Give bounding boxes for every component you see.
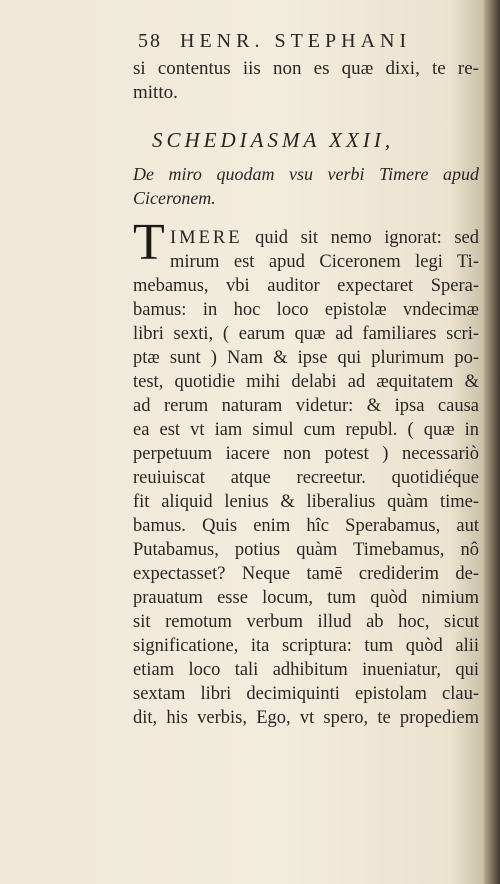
- body-line: significatione, ita scriptura: tum quòd alii: [133, 636, 479, 656]
- page-number: 58: [138, 30, 162, 52]
- body-line: sextam libri decimiquinti epistolam clau-: [133, 684, 479, 704]
- body-line: mirum est apud Ciceronem legi Ti-: [170, 252, 479, 272]
- first-word-small-caps: IMERE: [170, 228, 243, 248]
- body-line: bamus: in hoc loco epistolæ vndecimæ: [133, 300, 479, 320]
- section-heading: SCHEDIASMA XXII,: [152, 128, 395, 152]
- body-line: expectasset? Neque tamē crediderim de-: [133, 564, 479, 584]
- body-line-text: quid sit nemo ignorat: sed: [255, 228, 479, 248]
- section-subtitle-line: Ciceronem.: [133, 188, 216, 208]
- page-edge: [484, 0, 500, 884]
- body-line-first: [170, 226, 479, 250]
- body-line: test, quotidie mihi delabi ad æquitatem &: [133, 372, 479, 392]
- intro-line: mitto.: [133, 82, 178, 103]
- body-line: ptæ sunt ) Nam & ipse qui plurimum po-: [133, 348, 479, 368]
- body-line: libri sexti, ( earum quæ ad familiares scri-: [133, 324, 479, 344]
- intro-line: si contentus iis non es quæ dixi, te re-: [133, 58, 479, 79]
- section-subtitle-line: De miro quodam vsu verbi Timere apud: [133, 164, 479, 184]
- body-line: bamus. Quis enim hîc Sperabamus, aut: [133, 516, 479, 536]
- body-line: sit remotum verbum illud ab hoc, sicut: [133, 612, 479, 632]
- drop-capital: T: [133, 214, 165, 271]
- running-title: HENR. STEPHANI: [180, 30, 412, 52]
- body-line: perpetuum iacere non potest ) necessariò: [133, 444, 479, 464]
- running-header: [138, 30, 458, 53]
- body-line: reuiuiscat atque recreetur. quotidiéque: [133, 468, 479, 488]
- body-line: ea est vt iam simul cum republ. ( quæ in: [133, 420, 479, 440]
- body-line: ad rerum naturam videtur: & ipsa causa: [133, 396, 479, 416]
- body-line: mebamus, vbi auditor expectaret Spera-: [133, 276, 479, 296]
- body-line: prauatum esse locum, tum quòd nimium: [133, 588, 479, 608]
- body-line: Putabamus, potius quàm Timebamus, nô: [133, 540, 479, 560]
- body-line: dit, his verbis, Ego, vt spero, te propediem: [133, 708, 479, 728]
- body-line: etiam loco tali adhibitum inueniatur, qui: [133, 660, 479, 680]
- body-line: fit aliquid lenius & liberalius quàm time-: [133, 492, 479, 512]
